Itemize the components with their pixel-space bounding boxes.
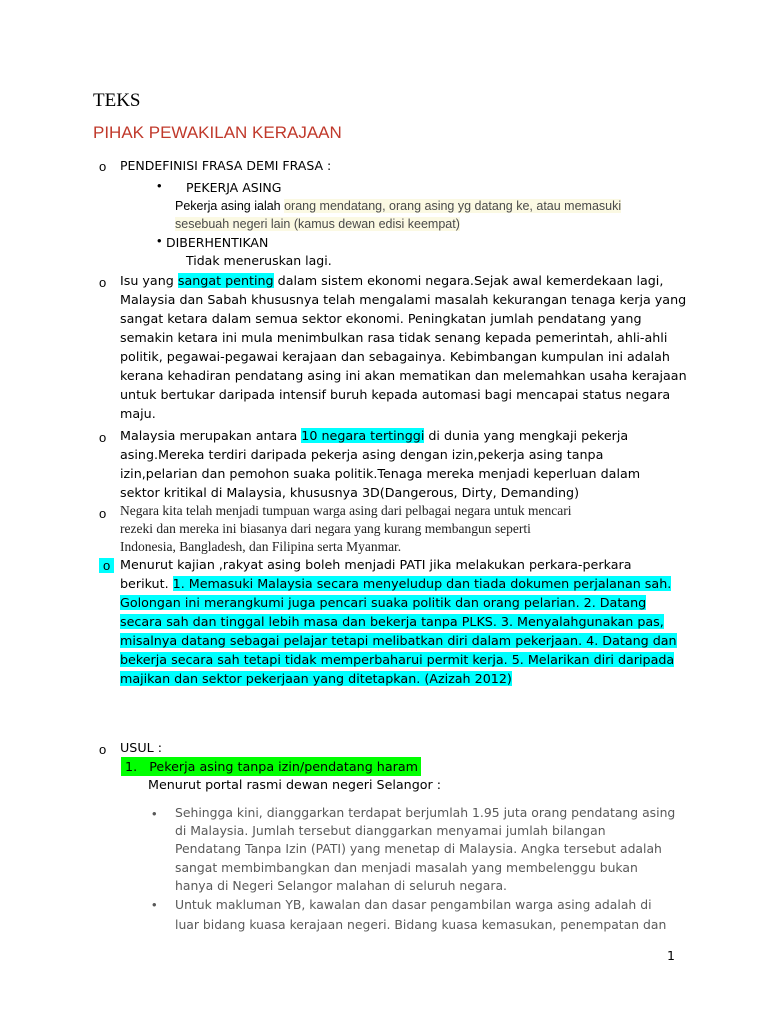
text: dalam sistem ekonomi negara.Sejak awal kemerdekaan lagi, xyxy=(273,273,664,288)
list-marker: • xyxy=(157,178,162,193)
heading: TEKS xyxy=(93,90,141,111)
list-marker: • xyxy=(152,806,157,821)
paragraph-line: Malaysia dan Sabah khususnya telah mengalami masalah kekurangan tenaga kerja yang xyxy=(120,292,687,307)
subheading: PIHAK PEWAKILAN KERAJAAN xyxy=(93,123,342,142)
usul-source: Menurut portal rasmi dewan negeri Selangor : xyxy=(148,777,442,792)
paragraph-isu xyxy=(120,271,687,423)
paragraph-line: di Malaysia. Jumlah tersebut dianggarkan menyamai jumlah bilangan xyxy=(175,823,606,839)
highlight: sangat penting xyxy=(177,273,274,288)
definition-text: orang mendatang, orang asing yg datang ke, atau memasuki xyxy=(284,199,622,213)
definition-pekerja-asing xyxy=(175,197,621,233)
highlight: 10 negara tertinggi xyxy=(301,428,425,443)
definition-text: sesebuah negeri lain (kamus dewan edisi keempat) xyxy=(175,217,460,231)
highlight: misalnya datang sebagai pelajar tetapi melibatkan diri dalam pekerjaan. 4. Datang dan xyxy=(120,633,677,648)
paragraph-line: luar bidang kuasa kerajaan negeri. Bidang kuasa kemasukan, penempatan dan xyxy=(175,917,667,932)
term-diberhentikan: DIBERHENTIKAN xyxy=(166,235,269,250)
highlight: secara sah dan tinggal lebih masa dan bekerja tanpa PLKS. 3. Menyalahgunakan pas, xyxy=(120,614,664,629)
paragraph-line: Sehingga kini, dianggarkan terdapat berjumlah 1.95 juta orang pendatang asing xyxy=(175,805,676,820)
usul-bullet-2 xyxy=(175,895,675,935)
paragraph-line: maju. xyxy=(120,406,156,421)
paragraph-line: politik, pegawai-pegawai kerajaan dan sebagainya. Kebimbangan kumpulan ini adalah xyxy=(120,349,670,364)
usul-bullet-1 xyxy=(175,804,675,895)
paragraph-line: Indonesia, Bangladesh, dan Filipina serta Myanmar. xyxy=(120,539,402,554)
text: Isu yang xyxy=(120,273,178,288)
list-marker: o xyxy=(99,506,107,521)
paragraph-line: sektor kritikal di Malaysia, khususnya 3D(Dangerous, Dirty, Demanding) xyxy=(120,485,580,500)
paragraph-line: Untuk makluman YB, kawalan dan dasar pengambilan warga asing adalah di xyxy=(175,897,652,912)
paragraph-kajian xyxy=(120,555,676,688)
paragraph-line: Pendatang Tanpa Izin (PATI) yang menetap di Malaysia. Angka tersebut adalah xyxy=(175,841,662,857)
usul-item-1 xyxy=(121,757,421,776)
paragraph-line: semakin ketara ini mula menimbulkan rasa tidak senang kepada pemerintah, ahli-ahli xyxy=(120,330,668,345)
list-marker: o xyxy=(99,430,107,445)
item-number: 1. xyxy=(125,759,138,774)
text: Malaysia merupakan antara xyxy=(120,428,302,443)
highlight: majikan dan sektor pekerjaan yang ditetapkan. (Azizah 2012) xyxy=(120,671,512,686)
paragraph-line: kerana kehadiran pendatang asing ini akan mematikan dan melemahkan usaha kerajaan xyxy=(120,368,687,383)
text: berikut. xyxy=(120,576,173,591)
list-marker: o xyxy=(99,275,107,290)
list-marker: o xyxy=(99,742,107,757)
paragraph-malaysia xyxy=(120,426,674,502)
paragraph-negara xyxy=(120,502,676,556)
paragraph-line: Negara kita telah menjadi tumpuan warga asing dari pelbagai negara untuk mencari xyxy=(120,503,572,518)
paragraph-line: sangat membimbangkan dan menjadi masalah yang membelenggu bukan xyxy=(175,859,638,875)
paragraph-line: hanya di Negeri Selangor malahan di seluruh negara. xyxy=(175,877,507,893)
definitions-title: PENDEFINISI FRASA DEMI FRASA : xyxy=(120,158,332,173)
highlight: bekerja secara sah tetapi tidak memperbaharui permit kerja. 5. Melarikan diri daripada xyxy=(120,652,675,667)
paragraph-line: izin,pelarian dan pemohon suaka politik.Tenaga mereka menjadi keperluan dalam xyxy=(120,466,641,481)
list-marker: o xyxy=(99,159,107,174)
usul-title: USUL : xyxy=(120,740,163,755)
item-label: Pekerja asing tanpa izin/pendatang haram xyxy=(149,759,418,774)
paragraph-line: untuk bertukar daripada intensif buruh kepada automasi bagi mencapai status negara xyxy=(120,387,671,402)
text: di dunia yang mengkaji pekerja xyxy=(424,428,629,443)
highlight: 1. Memasuki Malaysia secara menyeludup dan tiada dokumen perjalanan sah. xyxy=(172,576,672,591)
highlight: Golongan ini merangkumi juga pencari suaka politik dan orang pelarian. 2. Datang xyxy=(120,595,647,610)
paragraph-line: Menurut kajian ,rakyat asing boleh menjadi PATI jika melakukan perkara-perkara xyxy=(120,557,632,572)
definition-diberhentikan: Tidak meneruskan lagi. xyxy=(186,253,332,268)
definition-prefix: Pekerja asing ialah xyxy=(175,199,285,213)
list-marker: • xyxy=(152,897,157,912)
term-pekerja-asing: PEKERJA ASING xyxy=(186,180,282,195)
paragraph-line: asing.Mereka terdiri daripada pekerja asing dengan izin,pekerja asing tanpa xyxy=(120,447,604,462)
list-marker: o xyxy=(99,558,114,573)
paragraph-line: sangat ketara dalam semua sektor ekonomi. Peningkatan jumlah pendatang yang xyxy=(120,311,642,326)
page-number: 1 xyxy=(667,948,675,963)
paragraph-line: rezeki dan mereka ini biasanya dari negara yang kurang membangun seperti xyxy=(120,521,531,536)
list-marker: • xyxy=(157,233,162,248)
